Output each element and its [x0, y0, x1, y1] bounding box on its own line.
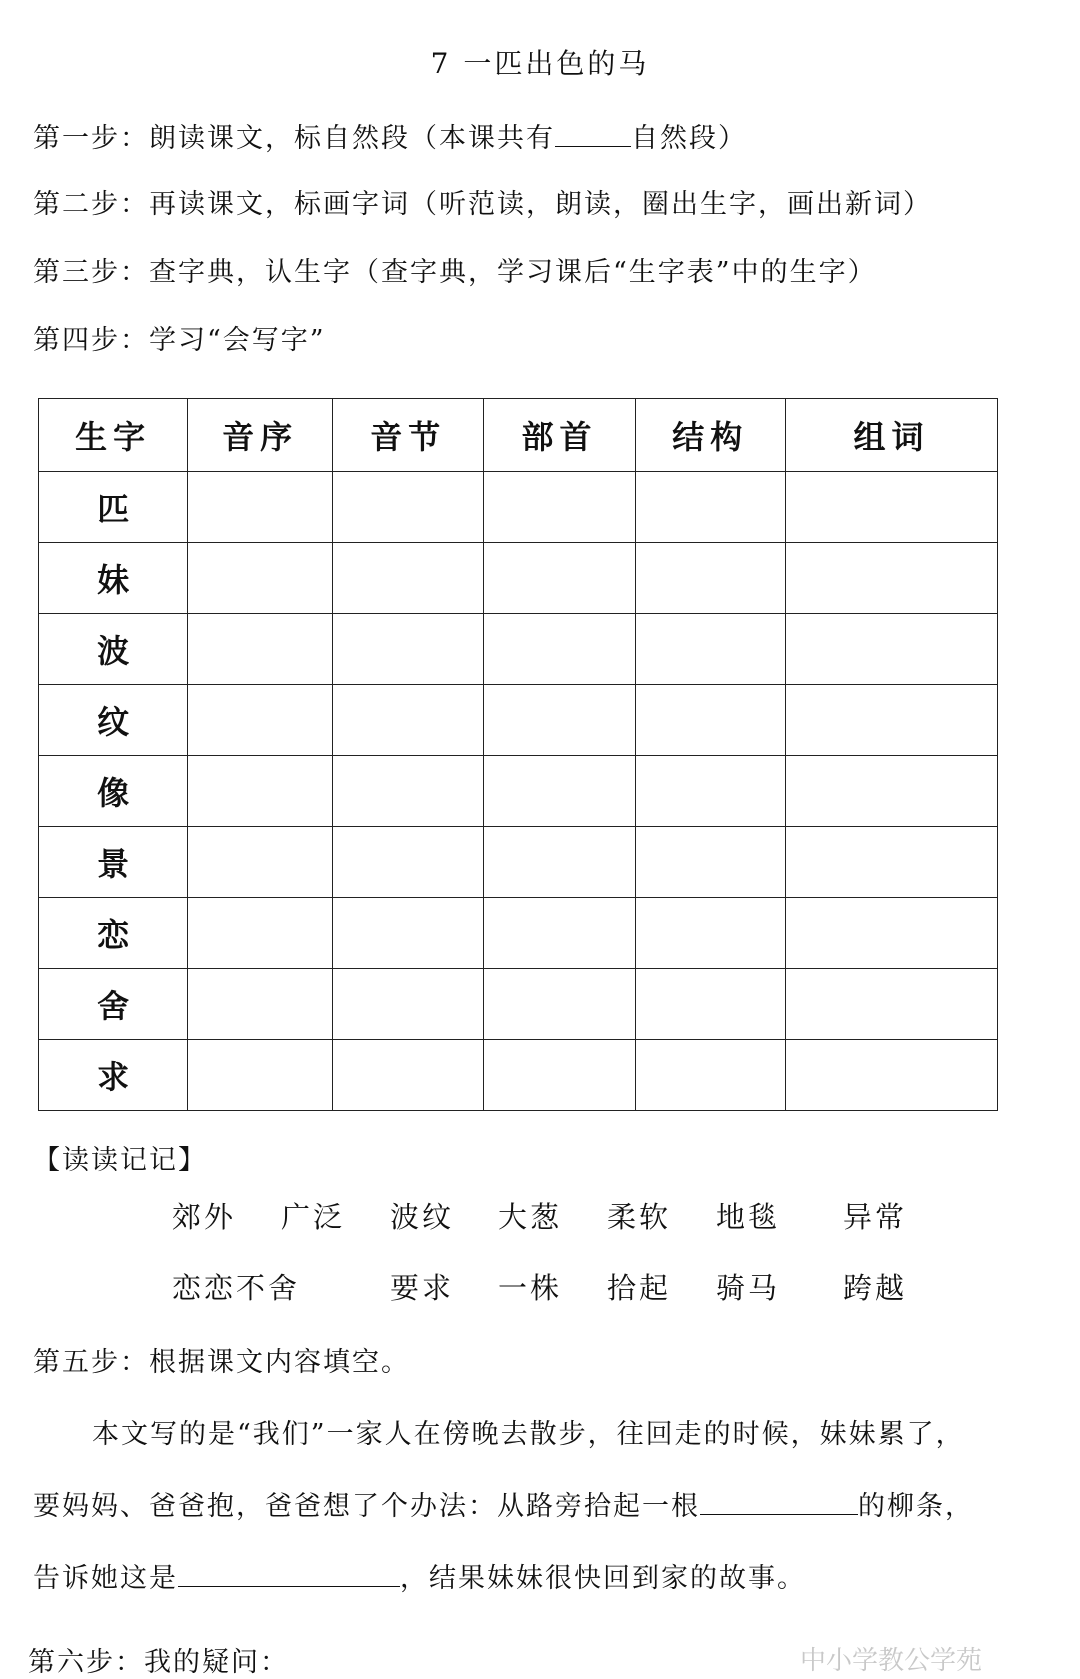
table-row	[39, 969, 998, 1040]
char-cell: 匹	[39, 472, 188, 543]
fill-line-3	[33, 1556, 806, 1595]
table-row	[39, 614, 998, 685]
answer-cell[interactable]	[484, 756, 635, 827]
answer-blank[interactable]	[178, 1585, 400, 1587]
lesson-title: 7 一匹出色的马	[430, 47, 650, 80]
answer-cell[interactable]	[635, 614, 785, 685]
word-row-2	[0, 1266, 1080, 1306]
word-item: 柔软	[607, 1200, 672, 1234]
word-item: 一株	[498, 1271, 563, 1305]
answer-cell[interactable]	[333, 1040, 484, 1111]
fill-line-2-text: 要妈妈、爸爸抱，爸爸想了个办法：从路旁拾起一根	[33, 1491, 700, 1522]
word-item: 广泛	[281, 1200, 346, 1234]
answer-cell[interactable]	[484, 898, 635, 969]
fill-line-2	[33, 1484, 974, 1523]
answer-cell[interactable]	[785, 756, 997, 827]
table-row	[39, 898, 998, 969]
header-initial: 音序	[188, 399, 333, 472]
character-table	[38, 398, 998, 1111]
answer-cell[interactable]	[188, 1040, 333, 1111]
answer-cell[interactable]	[635, 898, 785, 969]
char-cell: 波	[39, 614, 188, 685]
answer-cell[interactable]	[785, 827, 997, 898]
header-syllable: 音节	[333, 399, 484, 472]
answer-cell[interactable]	[188, 969, 333, 1040]
step-6: 第六步：我的疑问：	[28, 1647, 289, 1678]
paragraph-count-blank[interactable]	[555, 145, 631, 147]
table-row	[39, 472, 998, 543]
answer-cell[interactable]	[484, 827, 635, 898]
answer-cell[interactable]	[785, 614, 997, 685]
answer-cell[interactable]	[635, 685, 785, 756]
table-row	[39, 543, 998, 614]
fill-line-1: 本文写的是“我们”一家人在傍晚去散步，往回走的时候，妹妹累了，	[92, 1419, 965, 1450]
char-cell: 景	[39, 827, 188, 898]
answer-cell[interactable]	[484, 969, 635, 1040]
answer-cell[interactable]	[785, 969, 997, 1040]
answer-cell[interactable]	[333, 827, 484, 898]
char-cell: 纹	[39, 685, 188, 756]
answer-cell[interactable]	[635, 472, 785, 543]
word-row-1	[0, 1195, 1080, 1235]
table-row	[39, 685, 998, 756]
answer-cell[interactable]	[333, 685, 484, 756]
word-item: 大葱	[498, 1200, 563, 1234]
step-1-text-end: 自然段）	[631, 123, 747, 154]
word-item: 跨越	[843, 1271, 908, 1305]
answer-cell[interactable]	[484, 1040, 635, 1111]
answer-cell[interactable]	[635, 756, 785, 827]
answer-cell[interactable]	[635, 827, 785, 898]
header-structure: 结构	[635, 399, 785, 472]
reading-section-title: 【读读记记】	[33, 1145, 207, 1176]
header-words: 组词	[785, 399, 997, 472]
answer-cell[interactable]	[333, 543, 484, 614]
char-cell: 像	[39, 756, 188, 827]
watermark: 中小学教公学苑	[800, 1646, 983, 1676]
fill-line-3-text: 告诉她这是	[33, 1563, 178, 1594]
answer-cell[interactable]	[484, 614, 635, 685]
step-3: 第三步：查字典，认生字（查字典，学习课后“生字表”中的生字）	[33, 257, 877, 288]
table-row	[39, 756, 998, 827]
fill-line-3-text-end: ，结果妹妹很快回到家的故事。	[400, 1563, 806, 1594]
answer-cell[interactable]	[484, 685, 635, 756]
header-char: 生字	[39, 399, 188, 472]
answer-cell[interactable]	[333, 898, 484, 969]
answer-cell[interactable]	[635, 1040, 785, 1111]
answer-cell[interactable]	[188, 756, 333, 827]
word-item: 拾起	[607, 1271, 672, 1305]
answer-cell[interactable]	[785, 685, 997, 756]
step-5: 第五步：根据课文内容填空。	[33, 1347, 410, 1378]
answer-cell[interactable]	[188, 898, 333, 969]
answer-cell[interactable]	[785, 472, 997, 543]
step-1	[33, 116, 747, 155]
word-item: 地毯	[716, 1200, 781, 1234]
answer-cell[interactable]	[188, 827, 333, 898]
table-row	[39, 1040, 998, 1111]
word-item: 骑马	[716, 1271, 781, 1305]
answer-cell[interactable]	[785, 1040, 997, 1111]
table-header-row	[39, 399, 998, 472]
answer-cell[interactable]	[333, 969, 484, 1040]
answer-cell[interactable]	[333, 614, 484, 685]
answer-cell[interactable]	[333, 756, 484, 827]
char-cell: 恋	[39, 898, 188, 969]
willow-blank[interactable]	[700, 1513, 858, 1515]
step-4: 第四步：学习“会写字”	[33, 325, 326, 356]
answer-cell[interactable]	[484, 472, 635, 543]
char-cell: 舍	[39, 969, 188, 1040]
answer-cell[interactable]	[333, 472, 484, 543]
answer-cell[interactable]	[188, 472, 333, 543]
header-radical: 部首	[484, 399, 635, 472]
answer-cell[interactable]	[635, 969, 785, 1040]
word-item: 异常	[843, 1200, 908, 1234]
answer-cell[interactable]	[785, 898, 997, 969]
answer-cell[interactable]	[785, 543, 997, 614]
table-row	[39, 827, 998, 898]
answer-cell[interactable]	[188, 614, 333, 685]
answer-cell[interactable]	[188, 685, 333, 756]
answer-cell[interactable]	[635, 543, 785, 614]
fill-line-2-text-end: 的柳条，	[858, 1491, 974, 1522]
answer-cell[interactable]	[484, 543, 635, 614]
answer-cell[interactable]	[188, 543, 333, 614]
char-cell: 妹	[39, 543, 188, 614]
word-item: 郊外	[172, 1200, 237, 1234]
step-1-text: 第一步：朗读课文，标自然段（本课共有	[33, 123, 555, 154]
char-cell: 求	[39, 1040, 188, 1111]
word-item: 波纹	[390, 1200, 455, 1234]
step-2: 第二步：再读课文，标画字词（听范读，朗读，圈出生字，画出新词）	[33, 189, 932, 220]
word-item: 要求	[390, 1271, 455, 1305]
word-item: 恋恋不舍	[172, 1271, 301, 1305]
